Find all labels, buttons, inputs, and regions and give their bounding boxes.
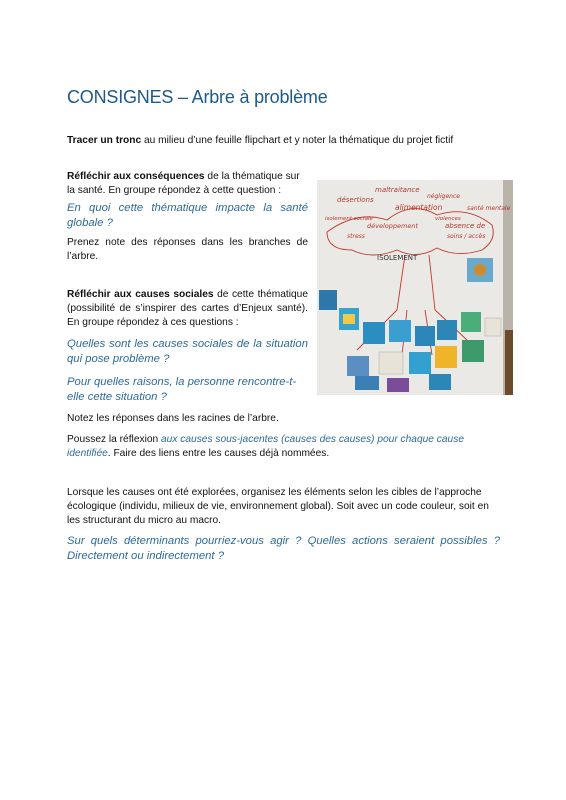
photo-card [409,352,431,374]
photo-word: violences [435,216,461,222]
photo-card [462,340,484,362]
causes-text: de cette thématique (possibilité de s’inspirer des cartes d’Enjeux santé). En groupe répondez à ces questions : [67,289,308,328]
reflexion-after: . Faire des liens entre les causes déjà nommées. [107,448,330,459]
organisation-question: Sur quels déterminants pourriez-vous agir ? Quelles actions seraient possibles ? Directement ou indirectement ? [67,535,500,562]
problem-tree-photo [317,180,513,395]
photo-word: négligence [427,193,460,200]
causes-question-2: Pour quelles raisons, la personne rencontre-t-elle cette situation ? [67,376,297,403]
causes-note: Notez les réponses dans les racines de l’arbre. [67,413,279,424]
reflexion-before: Poussez la réflexion [67,434,162,445]
photo-card [343,314,355,324]
page-title: CONSIGNES – Arbre à problème [67,87,328,107]
photo-card [363,322,385,344]
photo-word: isolement sociale [325,216,373,222]
causes-bold: Réfléchir aux causes sociales [67,289,214,300]
photo-card [429,374,451,390]
furniture-edge [505,330,513,395]
tronc-bold: Tracer un tronc [67,135,142,146]
consequences-note: Prenez note des réponses dans les branches de l’arbre. [67,237,308,262]
consequences-instruction [67,170,308,198]
organisation-text: Lorsque les causes ont été explorées, organisez les éléments selon les cibles de l’approche écologique (individu, milieux de vie, environnement global). Soit avec un code couleur, soit en les structurant du micro au macro. [67,487,489,526]
photo-word: santé mentale [467,205,511,212]
consequences-question: En quoi cette thématique impacte la santé globale ? [67,202,308,229]
photo-card [415,326,435,346]
photo-word: ISOLEMENT [377,254,418,262]
causes-question-1: Quelles sont les causes sociales de la situation qui pose problème ? [67,338,308,365]
photo-word: désertions [337,196,374,204]
photo-card [347,356,369,376]
consequences-text: de la thématique sur la santé. En groupe répondez à cette question : [67,171,300,196]
photo-card [474,264,486,276]
tronc-instruction [67,134,453,148]
photo-card [319,290,337,310]
reflexion-instruction [67,433,500,461]
photo-card [379,352,403,374]
photo-card [355,376,379,390]
photo-word: absence de [445,222,486,230]
photo-word: alimentation [395,203,443,212]
photo-word: stress [347,233,365,240]
photo-card [435,346,457,368]
photo-card [485,318,501,336]
photo-word: maltraitance [375,186,420,194]
reflexion-highlight: aux causes sous-jacentes (causes des causes) pour chaque cause identifiée [67,434,464,459]
causes-instruction [67,288,308,330]
photo-card [389,320,411,342]
consequences-bold: Réfléchir aux conséquences [67,171,205,182]
photo-word: soins / accès [447,233,486,240]
photo-word: développement [367,222,419,230]
photo-card [387,378,409,392]
tronc-text: au milieu d’une feuille flipchart et y noter la thématique du projet fictif [141,135,454,146]
photo-card [461,312,481,332]
photo-card [437,320,457,340]
